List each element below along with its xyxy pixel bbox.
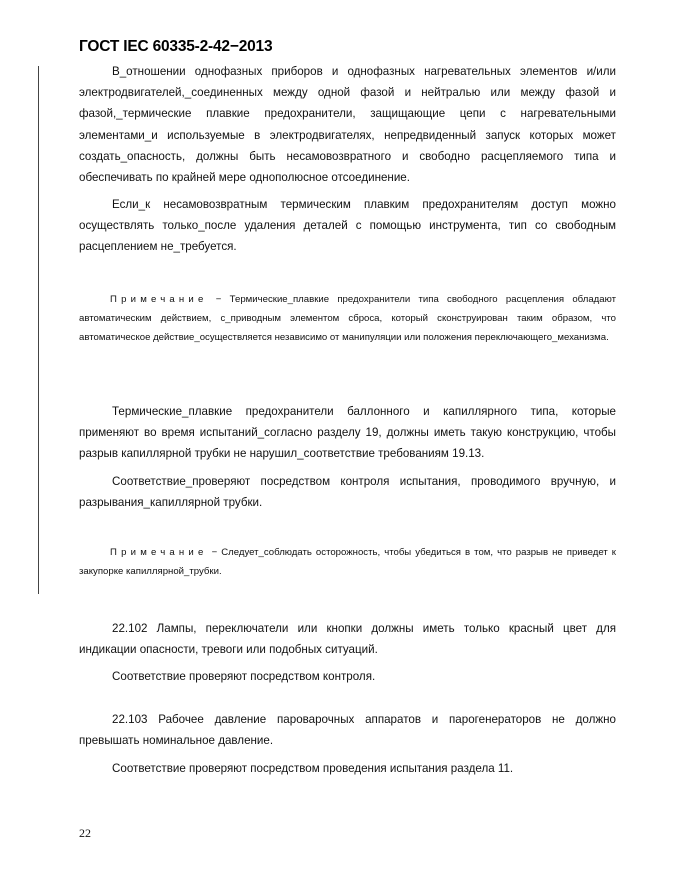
note-text: [79, 543, 616, 581]
paragraph-text: Термические_плавкие предохранители баллонного и капиллярного типа, которые применяют во время испытаний_согласно разделу 19, должны иметь такую конструкцию, чтобы разрыв капиллярной трубки не нарушил_соответствие требованиям 19.13.: [79, 405, 616, 461]
paragraph-text: 22.102 Лампы, переключатели или кнопки должны иметь только красный цвет для индикации опасности, тревоги или подобных ситуаций.: [79, 622, 616, 657]
paragraph-thermal-fuses: [79, 61, 616, 188]
paragraph-compliance-manual: [79, 471, 616, 513]
paragraph-compliance-test: [79, 758, 616, 779]
paragraph-text: Соответствие проверяют посредством контроля.: [112, 670, 376, 683]
paragraph-text: Если_к несамовозвратным термическим плавким предохранителям доступ можно осуществлять только_после удаления деталей с помощью инструмента, тип со свободным расцеплением не_требуется.: [79, 198, 616, 254]
note-text: [79, 290, 616, 348]
page-title: ГОСТ IEC 60335-2-42−2013: [79, 38, 273, 55]
note-body: − Следует_соблюдать осторожность, чтобы убедиться в том, что разрыв не приведет к закупорке капиллярной_трубки.: [79, 547, 616, 578]
paragraph-text: 22.103 Рабочее давление пароварочных аппаратов и парогенераторов не должно превышать номинальное давление.: [79, 713, 616, 748]
clause-22-102: [79, 618, 616, 660]
note-body: − Термические_плавкие предохранители типа свободного расцепления обладают автоматическим действием, с_приводным элементом сброса, который сконструирован таким образом, что автоматическое действие_осуществляется независимо от манипуляции или положения переключающего_механизма.: [79, 294, 616, 344]
note-free-tripping: [79, 290, 616, 348]
paragraph-text: Соответствие проверяют посредством проведения испытания раздела 11.: [112, 762, 514, 775]
note-label: Примечание: [110, 547, 208, 558]
paragraph-text: В_отношении однофазных приборов и однофазных нагревательных элементов и/или электродвигателей,_соединенных между одной фазой и нейтралью или между фазой и фазой,_термические плавкие предохранители, защищающие цепи с нагревательными элементами_и используемые в электродвигателях, непредвиденный запуск которых может создать_опасность, должны быть несамовозвратного и свободно расцепляемого типа и обеспечивать по крайней мере однополюсное отсоединение.: [79, 65, 616, 185]
page-number: 22: [79, 826, 91, 840]
change-bar: [38, 66, 39, 594]
paragraph-tool-access: [79, 194, 616, 258]
paragraph-text: Соответствие_проверяют посредством контроля испытания, проводимого вручную, и разрывания_капиллярной трубки.: [79, 475, 616, 510]
paragraph-capillary-fuses: [79, 401, 616, 465]
note-capillary: [79, 543, 616, 581]
note-label: Примечание: [110, 294, 208, 305]
paragraph-compliance-inspection: [79, 666, 616, 687]
clause-22-103: [79, 709, 616, 751]
